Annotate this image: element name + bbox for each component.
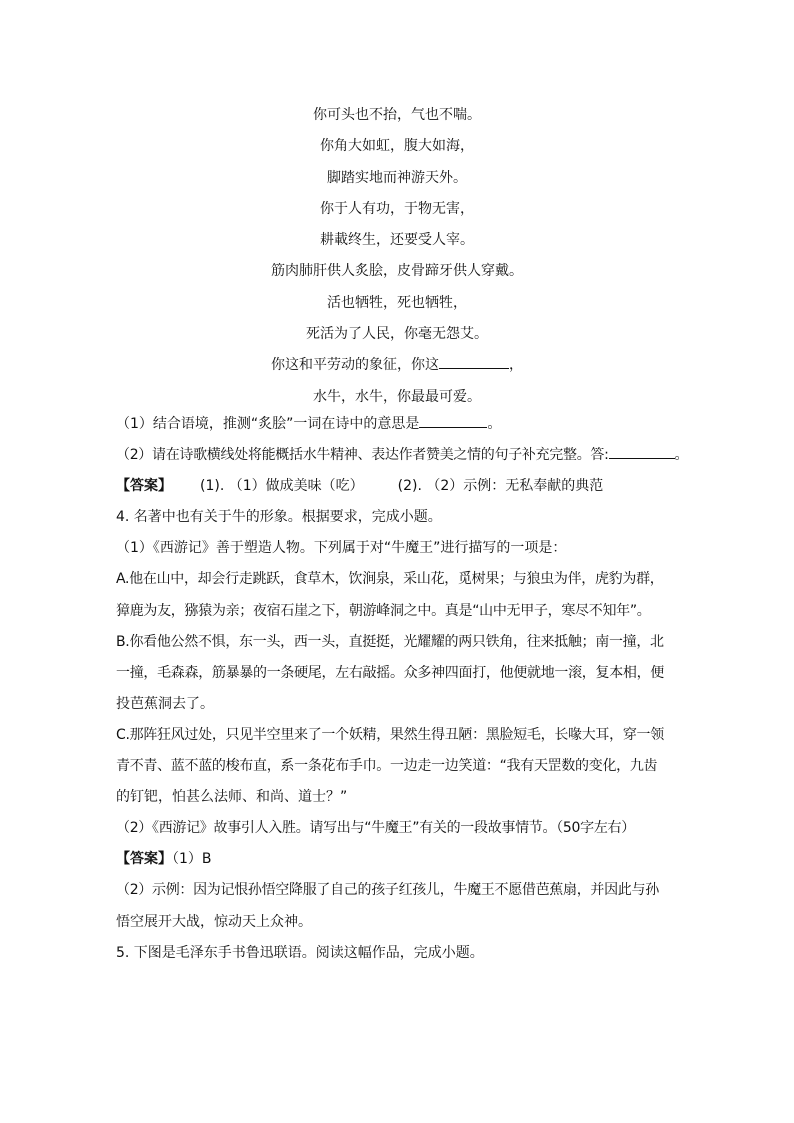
q3-sub1: （1）结合语境，推测“炙脍”一词在诗中的意思是 。: [116, 409, 696, 440]
poem-line-text: 你这和平劳动的象征，你这: [271, 357, 439, 374]
poem: [0, 100, 794, 413]
q4-sub2: （2）《西游记》故事引人入胜。请写出与“牛魔王”有关的一段故事情节。（50字左右）: [116, 820, 635, 837]
poem-line-text: ，: [509, 357, 523, 374]
answer-text: (2). （2）示例：无私奉献的典范: [397, 478, 604, 495]
poem-line: 筋肉肺肝供人炙脍，皮骨蹄牙供人穿戴。: [271, 263, 523, 280]
answer-blank: [439, 354, 509, 369]
answer-blank: [419, 413, 487, 428]
q4-answer: [116, 844, 696, 875]
question-body: [116, 409, 696, 969]
q4-option-c: C.那阵狂风过处，只见半空里来了一个妖精，果然生得丑陋：黑脸短毛，长喙大耳，穿一领: [116, 726, 664, 743]
q3-answer: [116, 471, 696, 502]
poem-line: 活也牺牲，死也牺牲，: [327, 294, 467, 311]
answer-tag: 【答案】: [116, 478, 172, 495]
q4-option-a: A.他在山中，却会行走跳跃，食草木，饮涧泉，采山花，觅树果；与狼虫为伴，虎豹为群，: [116, 571, 664, 588]
poem-line: 水牛，水牛，你最最可爱。: [313, 388, 481, 405]
answer-blank: [609, 444, 675, 459]
poem-line: 你角大如虹，腹大如海，: [320, 138, 474, 155]
poem-line: 耕載终生，还要受人宰。: [320, 232, 474, 249]
q4-option-b: 投芭蕉洞去了。: [116, 695, 214, 712]
q4-sub1: （1）《西游记》善于塑造人物。下列属于对“牛魔王”进行描写的一项是：: [116, 540, 567, 557]
q4-option-c: 青不青、蓝不蓝的梭布直，系一条花布手巾。一边走一边笑道：“我有天罡数的变化，九齿: [116, 758, 658, 775]
q4-option-b: 一撞，毛森森，筋暴暴的一条硬尾，左右敲摇。众多神四面打，他便就地一滚，复本相，便: [116, 664, 664, 681]
answer-tag: 【答案】: [116, 851, 172, 868]
q4-option-b: B.你看他公然不惧，东一头，西一头，直挺挺，光耀耀的两只铁角，往来抵触；南一撞，北: [116, 633, 664, 650]
q5-stem: 5. 下图是毛泽东手书鲁迅联语。阅读这幅作品，完成小题。: [116, 944, 484, 961]
poem-line-with-blank: [0, 350, 794, 381]
poem-line: 死活为了人民，你毫无怨艾。: [306, 326, 488, 343]
q4-answer-text: 悟空展开大战，惊动天上众神。: [116, 913, 312, 930]
poem-line: 你于人有功，于物无害，: [320, 200, 474, 217]
poem-line: 脚踏实地而神游天外。: [327, 169, 467, 186]
poem-line: 你可头也不抬，气也不喘。: [313, 107, 481, 123]
q4-option-a: 獐鹿为友，猕猿为亲；夜宿石崖之下，朝游峰洞之中。真是“山中无甲子，寒尽不知年”。: [116, 602, 651, 619]
q4-answer-text: （2）示例：因为记恨孙悟空降服了自己的孩子红孩儿，牛魔王不愿借芭蕉扇，并因此与孙: [116, 882, 659, 899]
answer-text: (1). （1）做成美味（吃）: [200, 478, 364, 495]
q3-sub2: （2）请在诗歌横线处将能概括水牛精神、表达作者赞美之情的句子补充完整。答: 。: [116, 440, 696, 471]
q4-option-c: 的钉钯，怕甚么法师、和尚、道士？”: [116, 789, 348, 806]
q4-stem: 4. 名著中也有关于牛的形象。根据要求，完成小题。: [116, 509, 442, 526]
answer-text: （1）B: [172, 851, 212, 868]
